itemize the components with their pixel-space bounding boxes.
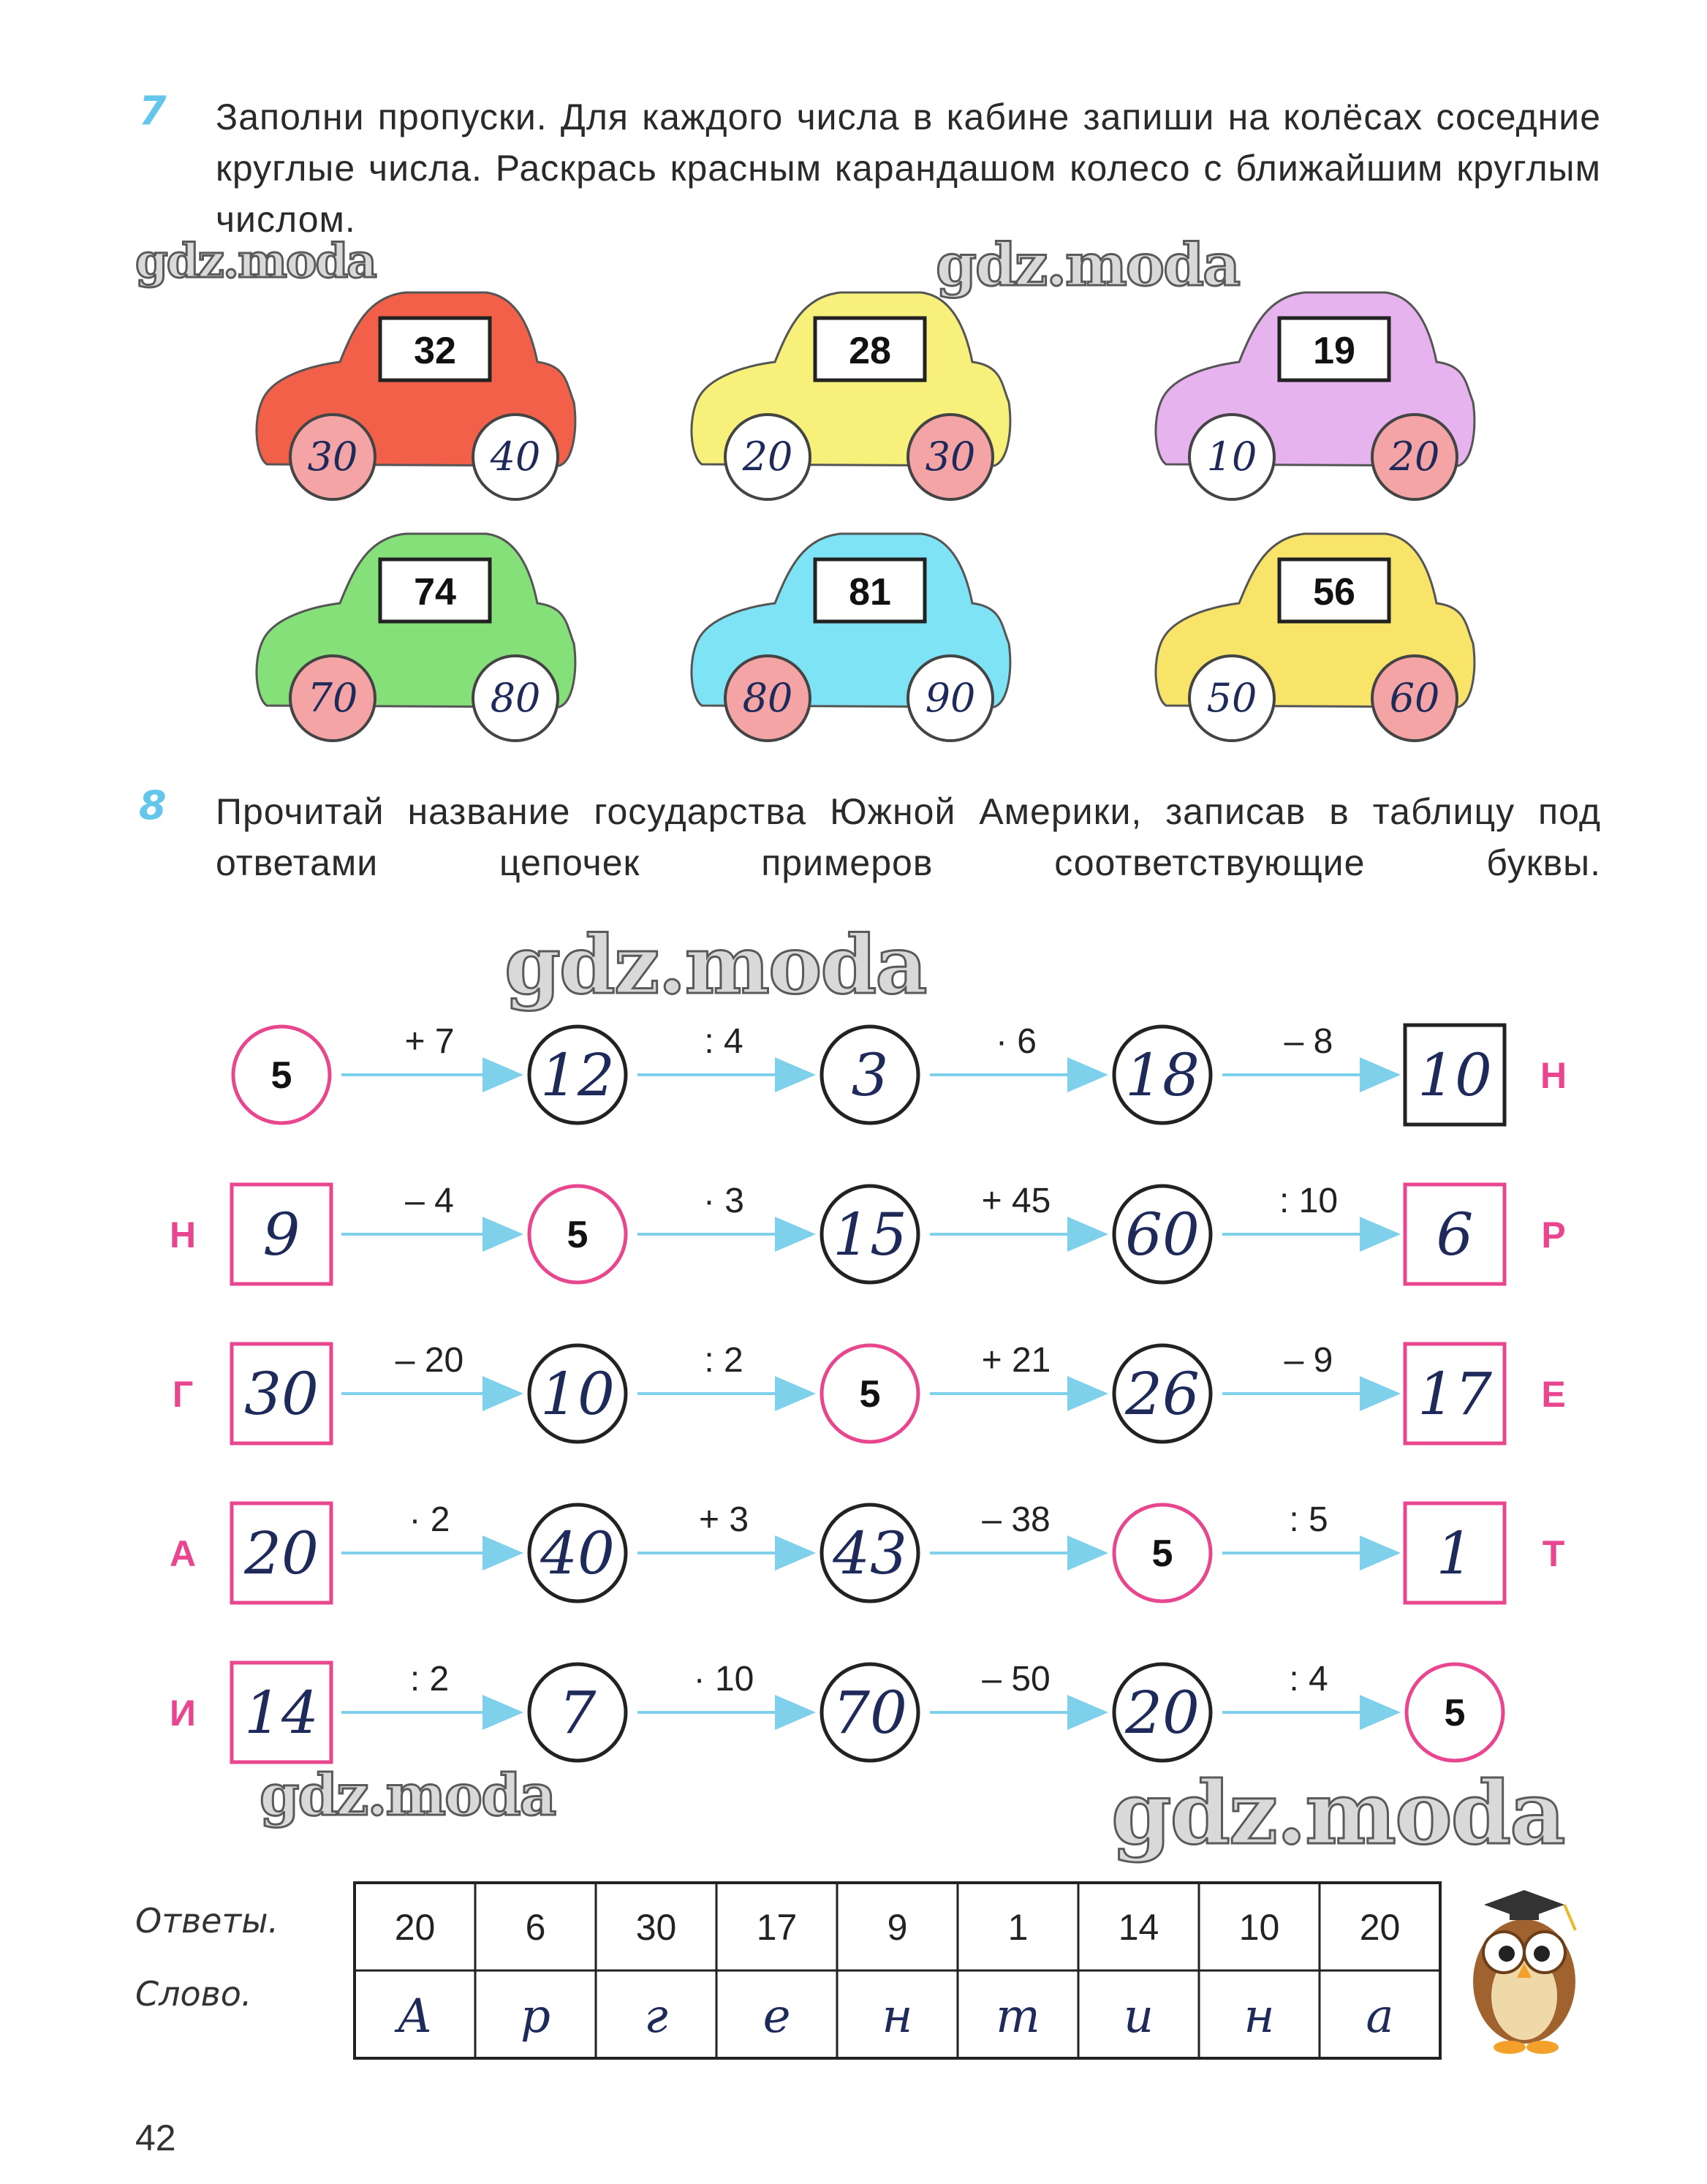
- car-cabin-number: 56: [1313, 571, 1355, 613]
- watermark: gdz.moda: [1111, 1762, 1564, 1864]
- answer-cell: 6: [525, 1907, 546, 1948]
- chain-answer-number: 3: [851, 1041, 889, 1109]
- chain-row: [170, 1500, 1564, 1603]
- word-label: Слово.: [135, 1974, 252, 2014]
- chain-operation: : 4: [704, 1022, 743, 1061]
- chain-answer-number: 26: [1125, 1360, 1200, 1428]
- chain-answer-number: 9: [262, 1201, 300, 1269]
- chain-operation: + 7: [404, 1022, 455, 1061]
- chain-letter-right: Р: [1541, 1214, 1566, 1255]
- word-letter-cell: р: [521, 1990, 550, 2044]
- chain-letter-left: Н: [169, 1214, 197, 1255]
- car-wheel-number: 70: [307, 675, 358, 721]
- car-wheel-number: 30: [307, 434, 358, 480]
- car: [1156, 292, 1475, 499]
- answer-cell: 20: [1359, 1907, 1401, 1948]
- answer-cell: 1: [1007, 1907, 1029, 1948]
- task-8-text: Прочитай название государства Южной Америки, записав в таблицу под ответами цепочек примеров соответствующие буквы.: [216, 791, 1601, 883]
- chain-answer-number: 7: [559, 1679, 597, 1747]
- chain-operation: – 9: [1284, 1341, 1333, 1380]
- car-wheel-number: 50: [1206, 675, 1257, 721]
- car-cabin-number: 32: [414, 330, 456, 372]
- answer-cell: 20: [394, 1907, 436, 1948]
- chain-answer-number: 15: [833, 1201, 907, 1269]
- chain-answer-number: 43: [833, 1519, 907, 1587]
- car-cabin-number: 81: [849, 571, 891, 613]
- chain-given-number: 5: [859, 1373, 881, 1416]
- chain-given-number: 5: [1151, 1533, 1173, 1575]
- chain-operation: : 2: [704, 1341, 743, 1380]
- car-cabin-number: 28: [849, 330, 891, 372]
- chain-letter-right: Н: [1540, 1055, 1567, 1096]
- chain-answer-number: 12: [540, 1041, 615, 1109]
- chain-answer-number: 1: [1436, 1519, 1474, 1587]
- chain-letter-left: Г: [172, 1374, 194, 1415]
- answer-cell: 17: [756, 1907, 798, 1948]
- chain-given-number: 5: [270, 1054, 292, 1097]
- watermark: gdz.moda: [260, 1762, 556, 1829]
- chain-answer-number: 70: [833, 1679, 907, 1747]
- watermark: gdz.moda: [936, 230, 1239, 299]
- answer-cell: 30: [635, 1907, 677, 1948]
- chain-row: [170, 1660, 1503, 1762]
- chain-answer-number: 40: [540, 1519, 615, 1587]
- chain-operation: – 8: [1284, 1022, 1333, 1061]
- car-cabin-number: 19: [1313, 330, 1355, 372]
- chain-operation: – 38: [982, 1500, 1051, 1539]
- chain-operation: – 4: [405, 1182, 454, 1220]
- car-cabin-number: 74: [414, 571, 456, 613]
- word-letter-cell: г: [644, 1990, 668, 2044]
- cars-illustration: [0, 263, 1707, 760]
- car: [257, 534, 575, 741]
- car: [1156, 534, 1475, 741]
- chain-letter-left: И: [170, 1693, 196, 1734]
- chain-operation: : 4: [1289, 1660, 1328, 1699]
- chain-operation: : 5: [1289, 1500, 1328, 1539]
- answer-table: [351, 1879, 1447, 2069]
- watermark: gdz.moda: [135, 234, 376, 289]
- chain-operation: + 45: [981, 1182, 1051, 1220]
- chain-operation: · 3: [703, 1182, 745, 1220]
- chain-operation: : 2: [409, 1660, 450, 1699]
- chain-row: [233, 1022, 1567, 1125]
- answer-cell: 14: [1118, 1907, 1159, 1948]
- chain-operation: – 50: [982, 1660, 1051, 1699]
- chain-letter-right: Т: [1542, 1533, 1565, 1574]
- car-wheel-number: 20: [742, 434, 793, 480]
- chain-operation: + 3: [698, 1500, 749, 1539]
- chain-answer-number: 30: [244, 1360, 319, 1428]
- chain-operation: : 10: [1279, 1182, 1339, 1220]
- example-chains: [0, 994, 1707, 1799]
- car-wheel-number: 20: [1389, 434, 1440, 480]
- chain-answer-number: 18: [1125, 1041, 1200, 1109]
- chain-answer-number: 10: [1418, 1041, 1492, 1109]
- car-wheel-number: 80: [742, 675, 793, 721]
- page-number: 42: [135, 2117, 176, 2158]
- chain-answer-number: 20: [1125, 1679, 1200, 1747]
- car-wheel-number: 40: [490, 434, 541, 480]
- answers-label: Ответы.: [135, 1901, 279, 1941]
- chain-operation: · 2: [409, 1500, 450, 1539]
- chain-answer-number: 6: [1436, 1201, 1474, 1269]
- chain-given-number: 5: [567, 1214, 588, 1256]
- car-wheel-number: 90: [925, 675, 976, 721]
- chain-letter-left: А: [169, 1533, 197, 1574]
- chain-given-number: 5: [1444, 1692, 1466, 1734]
- word-letter-cell: а: [1366, 1990, 1394, 2044]
- chain-answer-number: 60: [1125, 1201, 1200, 1269]
- task-7-text: Заполни пропуски. Для каждого числа в кабине запиши на колёсах соседние круглые числа. Раскрась красным карандашом колесо с ближайшим круглым числом.: [216, 97, 1601, 240]
- word-letter-cell: А: [397, 1990, 433, 2044]
- chain-operation: + 21: [981, 1341, 1051, 1380]
- word-letter-cell: т: [996, 1990, 1040, 2044]
- chain-row: [173, 1341, 1566, 1443]
- chain-letter-right: Е: [1541, 1374, 1566, 1415]
- chain-operation: · 6: [995, 1022, 1037, 1061]
- task-7-number: 7: [139, 88, 167, 134]
- car: [692, 534, 1010, 741]
- chain-answer-number: 20: [244, 1519, 319, 1587]
- owl-icon: [1451, 1872, 1597, 2062]
- car-wheel-number: 80: [490, 675, 541, 721]
- word-letter-cell: и: [1123, 1990, 1154, 2044]
- chain-answer-number: 14: [244, 1679, 319, 1747]
- car: [692, 292, 1010, 499]
- car-wheel-number: 10: [1206, 434, 1257, 480]
- word-letter-cell: е: [762, 1990, 791, 2044]
- chain-row: [170, 1182, 1566, 1284]
- chain-operation: · 10: [693, 1660, 754, 1699]
- car-wheel-number: 60: [1389, 675, 1440, 721]
- chain-answer-number: 17: [1418, 1360, 1492, 1428]
- chain-operation: – 20: [395, 1341, 464, 1380]
- answer-cell: 9: [887, 1907, 908, 1948]
- word-letter-cell: н: [1244, 1990, 1275, 2044]
- chain-answer-number: 10: [540, 1360, 615, 1428]
- answer-cell: 10: [1238, 1907, 1280, 1948]
- task-8-number: 8: [139, 782, 167, 828]
- car: [257, 292, 575, 499]
- word-letter-cell: н: [882, 1990, 913, 2044]
- car-wheel-number: 30: [925, 434, 976, 480]
- watermark: gdz.moda: [504, 918, 926, 1012]
